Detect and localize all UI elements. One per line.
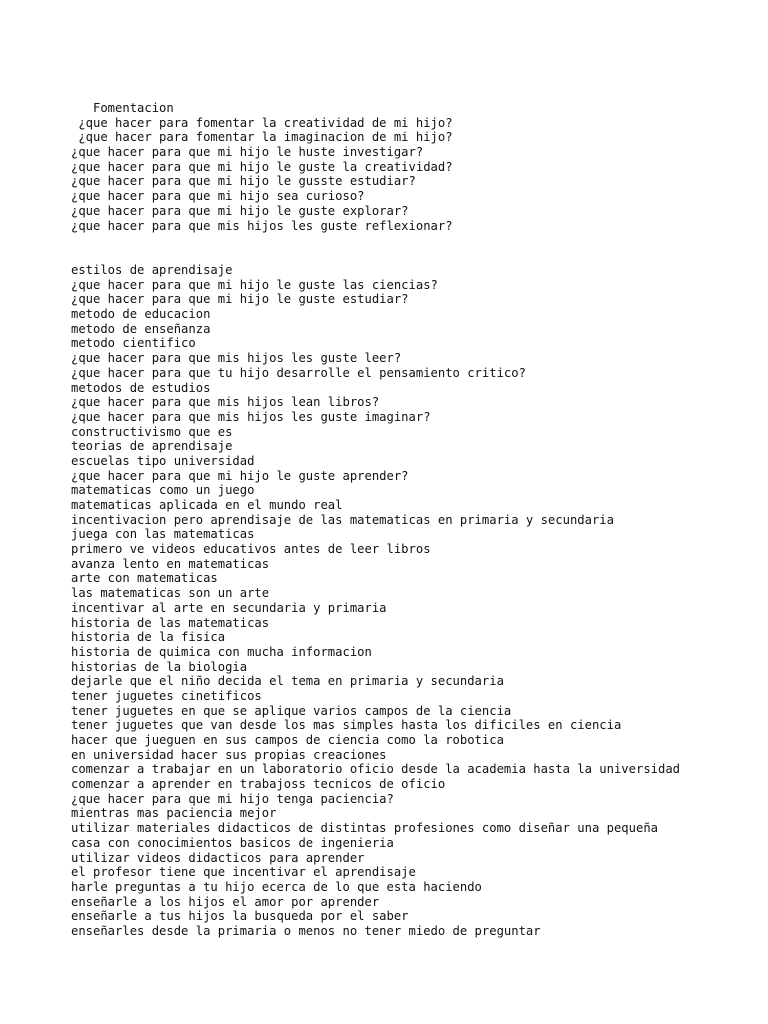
text-line: mientras mas paciencia mejor (71, 806, 277, 821)
text-line: ¿que hacer para fomentar la imaginacion de mi hijo? (71, 130, 453, 145)
text-line: dejarle que el niño decida el tema en primaria y secundaria (71, 674, 504, 689)
text-line: tener juguetes en que se aplique varios campos de la ciencia (71, 703, 512, 718)
text-line: en universidad hacer sus propias creaciones (71, 747, 387, 762)
text-line: primero ve videos educativos antes de leer libros (71, 542, 431, 557)
text-line: ¿que hacer para que mis hijos lean libros? (71, 395, 380, 410)
text-line: ¿que hacer para que mi hijo le guste aprender? (71, 468, 409, 483)
text-line: teorias de aprendisaje (71, 439, 233, 454)
text-line: ¿que hacer para que mi hijo le guste las ciencias? (71, 277, 438, 292)
text-line: Fomentacion (71, 101, 174, 115)
text-line: ¿que hacer para que mi hijo sea curioso? (71, 189, 365, 204)
text-line: harle preguntas a tu hijo ecerca de lo que esta haciendo (71, 879, 482, 894)
text-line: ¿que hacer para que mis hijos les guste imaginar? (71, 409, 431, 424)
text-line: ¿que hacer para fomentar la creatividad de mi hijo? (71, 115, 453, 130)
text-line: historia de las matematicas (71, 615, 270, 630)
text-line: historias de la biologia (71, 659, 248, 674)
text-line: historia de quimica con mucha informacion (71, 644, 372, 659)
text-line: metodo cientifico (71, 336, 196, 351)
text-line: incentivar al arte en secundaria y primaria (71, 600, 387, 615)
text-line: las matematicas son un arte (71, 586, 270, 601)
text-line: utilizar materiales didacticos de distintas profesiones como diseñar una pequeña (71, 821, 658, 836)
text-block-intro (71, 101, 453, 233)
text-line: ¿que hacer para que mi hijo le gusste estudiar? (71, 174, 416, 189)
text-line: ¿que hacer para que mi hijo le huste investigar? (71, 145, 424, 160)
text-line: hacer que jueguen en sus campos de ciencia como la robotica (71, 733, 504, 747)
text-line: historia de la fisica (71, 630, 226, 645)
text-line: metodos de estudios (71, 380, 211, 395)
text-line: escuelas tipo universidad (71, 453, 255, 468)
text-line: tener juguetes cinetificos (71, 688, 262, 703)
text-line: el profesor tiene que incentivar el aprendisaje (71, 865, 416, 880)
text-line: juega con las matematicas (71, 527, 255, 542)
text-line: ¿que hacer para que mi hijo le guste estudiar? (71, 292, 409, 307)
text-line: comenzar a aprender en trabajoss tecnicos de oficio (71, 777, 446, 792)
text-line: incentivacion pero aprendisaje de las matematicas en primaria y secundaria (71, 512, 614, 527)
text-line: matematicas aplicada en el mundo real (71, 498, 343, 512)
text-line: enseñarle a tus hijos la busqueda por el saber (71, 909, 409, 924)
text-line: enseñarles desde la primaria o menos no tener miedo de preguntar (71, 923, 541, 938)
text-line: metodo de enseñanza (71, 321, 211, 336)
text-line: estilos de aprendisaje (71, 263, 233, 277)
text-line: ¿que hacer para que mi hijo tenga paciencia? (71, 791, 394, 806)
text-line: enseñarle a los hijos el amor por aprender (71, 894, 380, 909)
text-line: utilizar videos didacticos para aprender (71, 850, 365, 865)
text-line: ¿que hacer para que mi hijo le guste explorar? (71, 203, 409, 218)
text-line: ¿que hacer para que mis hijos les guste leer? (71, 351, 402, 366)
text-line: tener juguetes que van desde los mas simples hasta los dificiles en ciencia (71, 718, 622, 733)
text-block-list (71, 263, 680, 939)
text-line: ¿que hacer para que mis hijos les guste reflexionar? (71, 218, 453, 233)
text-line: ¿que hacer para que tu hijo desarrolle el pensamiento critico? (71, 365, 526, 380)
text-line: ¿que hacer para que mi hijo le guste la creatividad? (71, 159, 453, 174)
text-line: arte con matematicas (71, 571, 218, 586)
text-line: constructivismo que es (71, 424, 233, 439)
text-line: avanza lento en matematicas (71, 556, 270, 571)
text-line: metodo de educacion (71, 307, 211, 322)
text-line: comenzar a trabajar en un laboratorio oficio desde la academia hasta la universidad (71, 762, 681, 777)
text-line: matematicas como un juego (71, 483, 255, 498)
text-line: casa con conocimientos basicos de ingenieria (71, 835, 394, 850)
